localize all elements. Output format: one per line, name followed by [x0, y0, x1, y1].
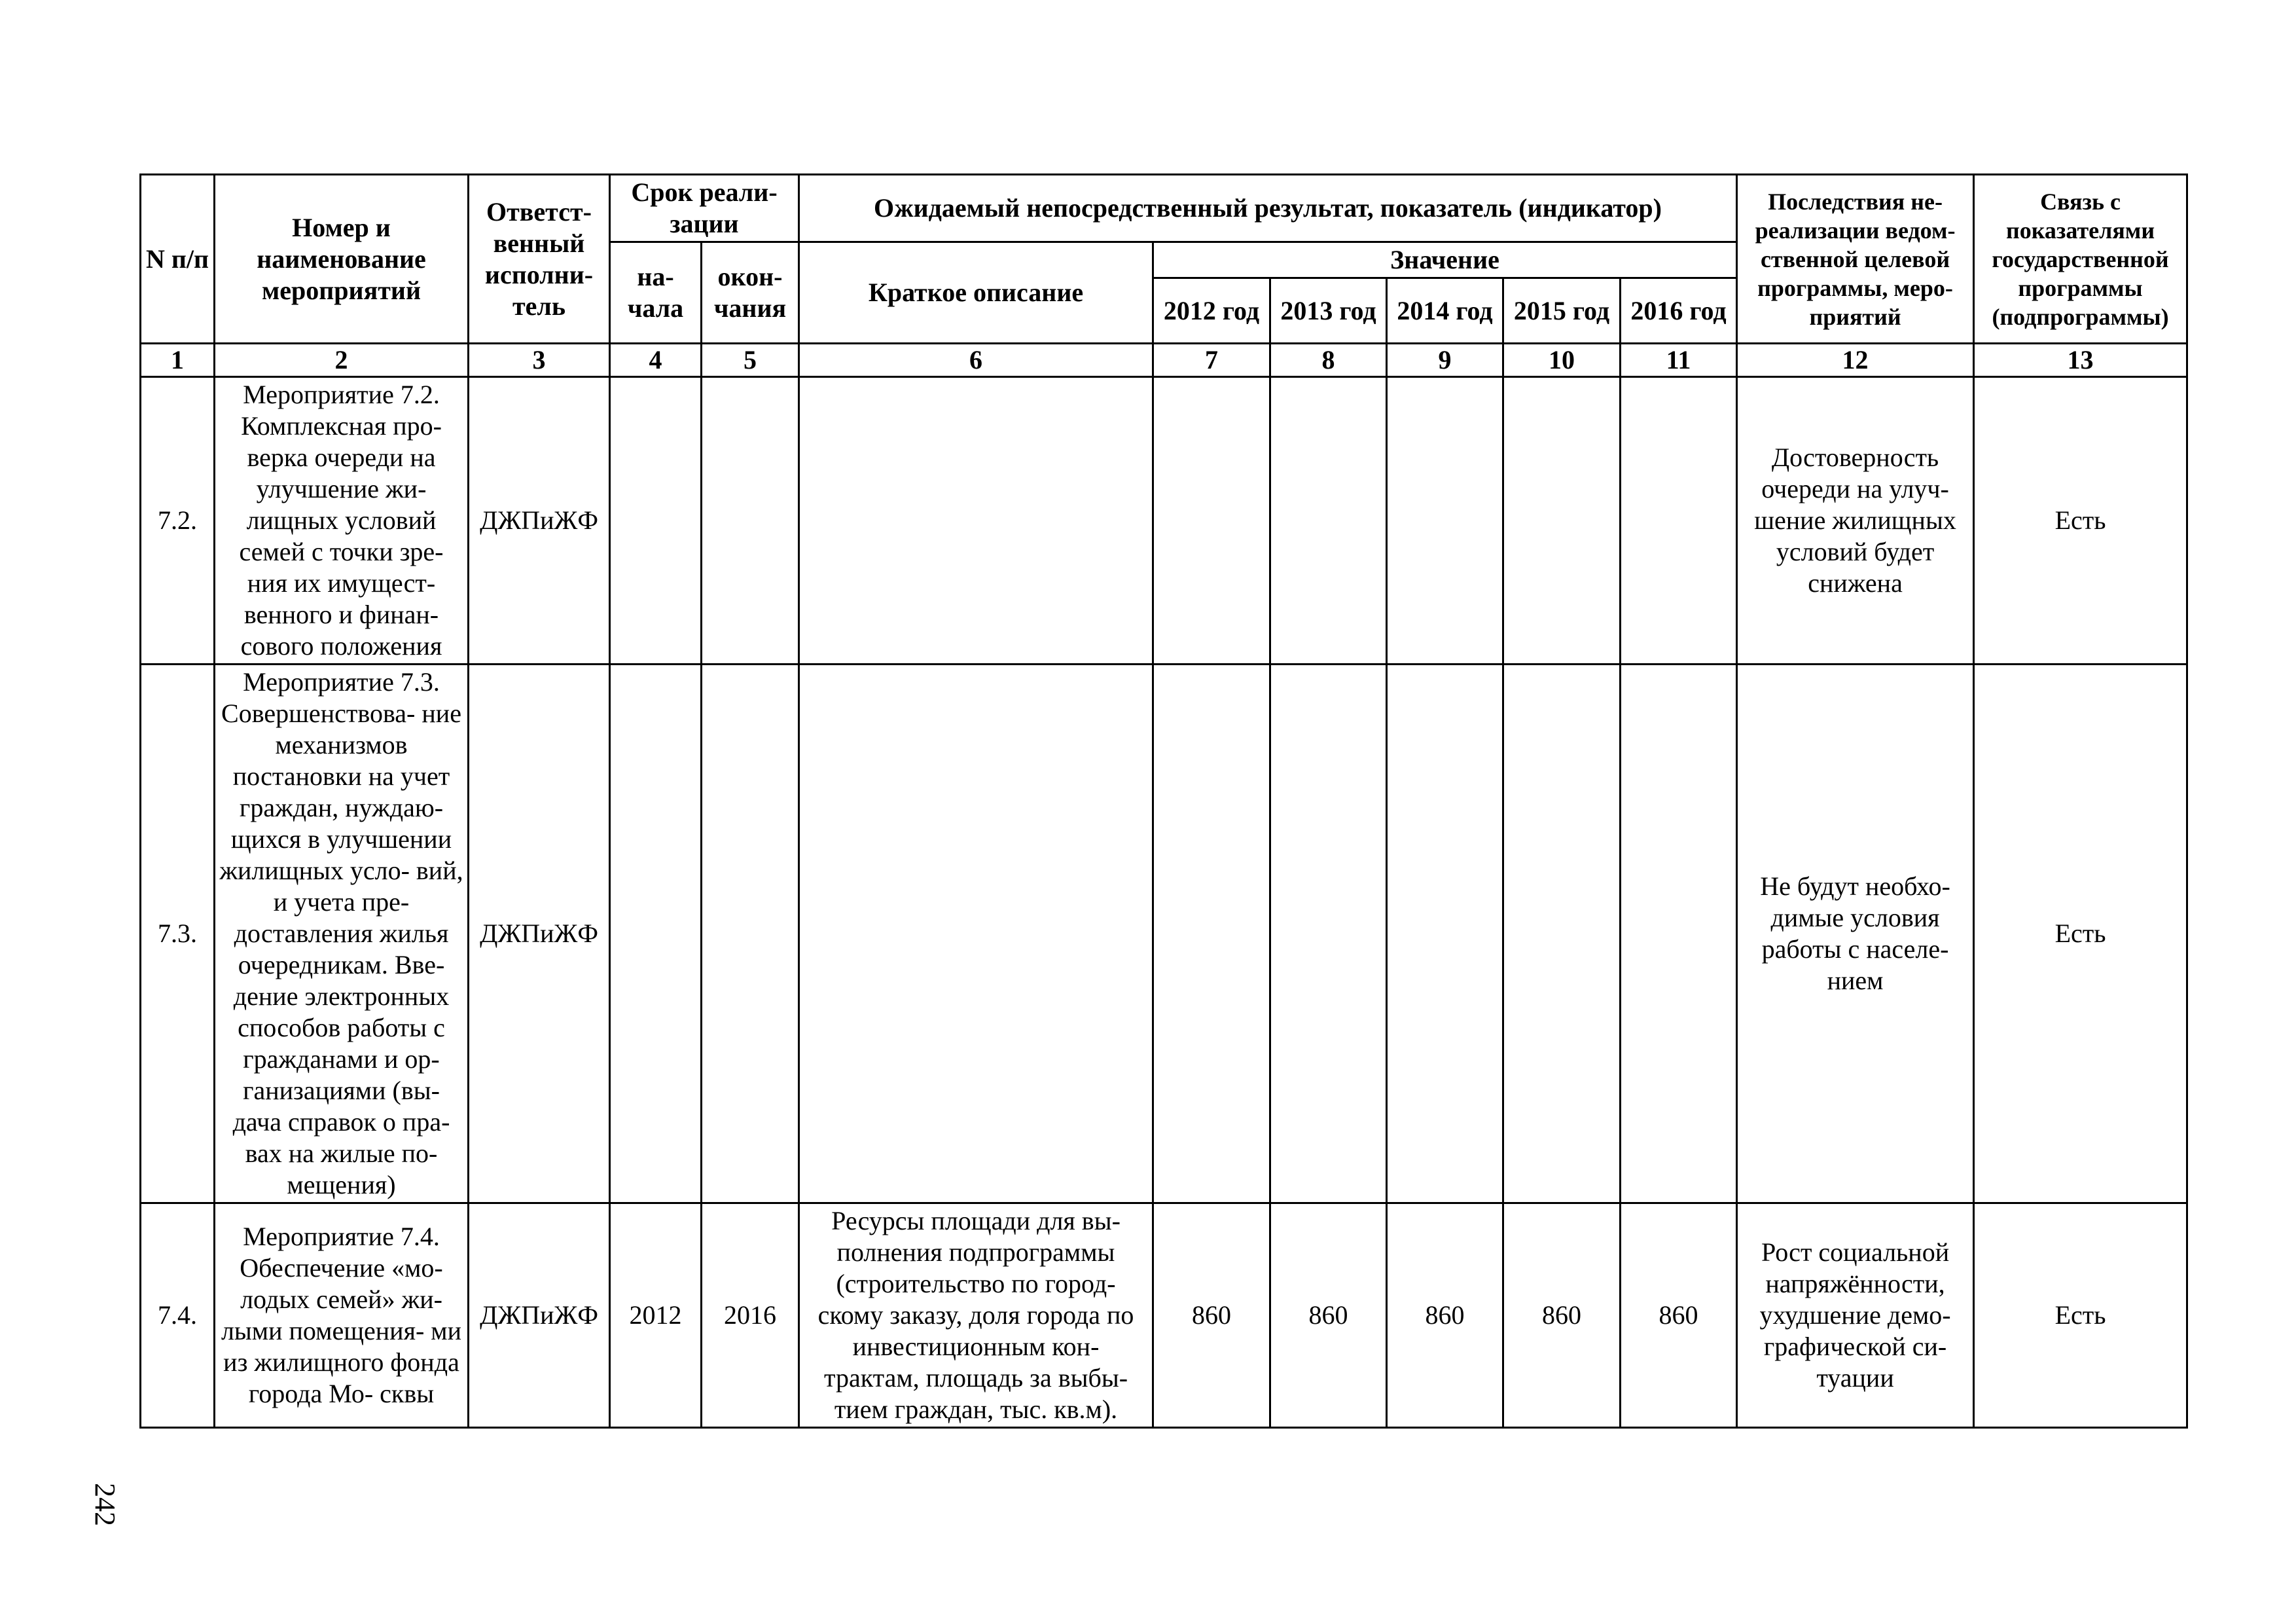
- row-value: [1503, 377, 1621, 665]
- header-end: окон- чания: [702, 242, 799, 344]
- row-responsible: ДЖПиЖФ: [469, 377, 610, 665]
- row-value: 860: [1621, 1203, 1737, 1428]
- column-number: 10: [1503, 344, 1621, 377]
- column-number: 1: [141, 344, 215, 377]
- column-number: 2: [215, 344, 469, 377]
- column-number: 5: [702, 344, 799, 377]
- header-name: Номер и наименование мероприятий: [215, 175, 469, 344]
- header-n: N п/п: [141, 175, 215, 344]
- row-end: 2016: [702, 1203, 799, 1428]
- table-row: [141, 665, 2187, 1203]
- header-year: 2014 год: [1387, 278, 1503, 344]
- row-value: [1621, 377, 1737, 665]
- row-value: 860: [1153, 1203, 1270, 1428]
- table-row: [141, 377, 2187, 665]
- row-link: Есть: [1974, 1203, 2187, 1428]
- header-year: 2016 год: [1621, 278, 1737, 344]
- row-consequences: Не будут необхо- димые условия работы с населе- нием: [1737, 665, 1974, 1203]
- row-value: [1270, 377, 1387, 665]
- header-value: Значение: [1153, 242, 1737, 278]
- column-number: 3: [469, 344, 610, 377]
- row-end: [702, 665, 799, 1203]
- row-consequences: Рост социальной напряжённости, ухудшение демо- графической си- туации: [1737, 1203, 1974, 1428]
- row-responsible: ДЖПиЖФ: [469, 665, 610, 1203]
- header-period: Срок реали- зации: [610, 175, 799, 242]
- header-link: Связь с показателями государственной программы (подпрограммы): [1974, 175, 2187, 344]
- column-number: 9: [1387, 344, 1503, 377]
- row-description: [799, 377, 1153, 665]
- row-description: Ресурсы площади для вы- полнения подпрограммы (строительство по город- скому заказу, доля города по инвестиционным кон- трактам, площадь за выбы- тием граждан, тыс. кв.м).: [799, 1203, 1153, 1428]
- row-name: Мероприятие 7.2. Комплексная про- верка очереди на улучшение жи- лищных условий семей с точки зре- ния их имущест- венного и финан- сового положения: [215, 377, 469, 665]
- row-end: [702, 377, 799, 665]
- row-start: 2012: [610, 1203, 702, 1428]
- header-start: на- чала: [610, 242, 702, 344]
- row-n: 7.3.: [141, 665, 215, 1203]
- header-description: Краткое описание: [799, 242, 1153, 344]
- row-responsible: ДЖПиЖФ: [469, 1203, 610, 1428]
- row-n: 7.2.: [141, 377, 215, 665]
- header-year: 2012 год: [1153, 278, 1270, 344]
- column-number: 11: [1621, 344, 1737, 377]
- row-value: 860: [1387, 1203, 1503, 1428]
- row-value: [1387, 665, 1503, 1203]
- row-value: [1621, 665, 1737, 1203]
- row-link: Есть: [1974, 665, 2187, 1203]
- row-name: Мероприятие 7.4. Обеспечение «мо- лодых семей» жи- лыми помещения- ми из жилищного фонда города Мо- сквы: [215, 1203, 469, 1428]
- row-value: [1153, 665, 1270, 1203]
- column-number: 6: [799, 344, 1153, 377]
- header-year: 2013 год: [1270, 278, 1387, 344]
- header-year: 2015 год: [1503, 278, 1621, 344]
- row-value: [1270, 665, 1387, 1203]
- column-number: 7: [1153, 344, 1270, 377]
- row-value: 860: [1270, 1203, 1387, 1428]
- measures-table: [139, 173, 2188, 1429]
- row-n: 7.4.: [141, 1203, 215, 1428]
- row-link: Есть: [1974, 377, 2187, 665]
- column-number: 4: [610, 344, 702, 377]
- column-number: 8: [1270, 344, 1387, 377]
- row-start: [610, 377, 702, 665]
- row-value: [1387, 377, 1503, 665]
- row-name: Мероприятие 7.3. Совершенствова- ние механизмов постановки на учет граждан, нуждаю- щихся в улучшении жилищных усло- вий, и учета пре- доставления жилья очередникам. Вве- дение электронных способов работы с гражданами и ор- ганизациями (вы- дача справок о пра- вах на жилые по- мещения): [215, 665, 469, 1203]
- page-number: 242: [89, 1483, 121, 1526]
- row-description: [799, 665, 1153, 1203]
- header-responsible: Ответст- венный исполни- тель: [469, 175, 610, 344]
- row-value: [1153, 377, 1270, 665]
- column-number: 13: [1974, 344, 2187, 377]
- table-row: [141, 1203, 2187, 1428]
- row-value: [1503, 665, 1621, 1203]
- column-number: 12: [1737, 344, 1974, 377]
- header-result: Ожидаемый непосредственный результат, показатель (индикатор): [799, 175, 1737, 242]
- column-numbers-row: [141, 344, 2187, 377]
- row-value: 860: [1503, 1203, 1621, 1428]
- row-start: [610, 665, 702, 1203]
- row-consequences: Достоверность очереди на улуч- шение жилищных условий будет снижена: [1737, 377, 1974, 665]
- header-consequences: Последствия не- реализации ведом- ственной целевой программы, меро- приятий: [1737, 175, 1974, 344]
